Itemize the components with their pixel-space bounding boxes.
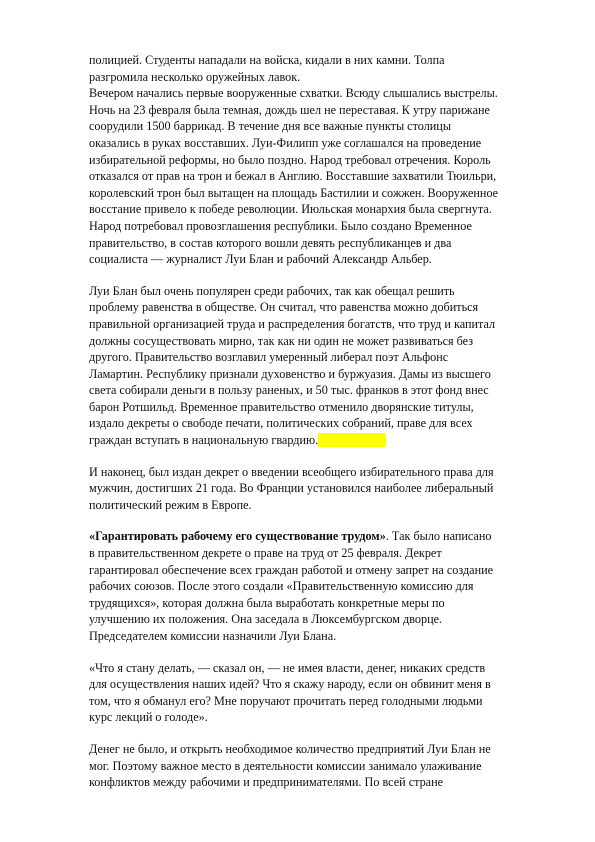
text-line: восстание привело к победе революции. Июльская монархия была свергнута.: [89, 202, 492, 217]
text-line-content: граждан вступать в национальную гвардию.: [89, 433, 319, 448]
paragraph-1: [89, 52, 545, 268]
text-line: конфликтов между рабочими и предпринимателями. По всей стране: [89, 775, 444, 790]
text-line: для осуществления наших идей? Что я скажу народу, если он обвинит меня в: [89, 677, 491, 692]
text-line: света собирали деньги в пользу раненых, и 50 тыс. франков в этот фонд внес: [89, 383, 489, 398]
text-line: соорудили 1500 баррикад. В течение дня все важные пункты столицы: [89, 119, 452, 134]
text-line: мог. Поэтому важное место в деятельности комиссии занимало улаживание: [89, 758, 482, 773]
text-line: И наконец, был издан декрет о введении всеобщего избирательного права для: [89, 464, 494, 479]
paragraph-3: [89, 464, 545, 514]
text-line: «Что я стану делать, — сказал он, — не имея власти, денег, никаких средств: [89, 660, 486, 675]
highlight-mark: [318, 433, 386, 447]
text-line: издало декреты о свободе печати, политических собраний, праве для всех: [89, 416, 473, 431]
text-line: рабочих союзов. После этого создали «Правительственную комиссию для: [89, 579, 474, 594]
text-line: оказались в руках восставших. Луи-Филипп уже соглашался на проведение: [89, 135, 482, 150]
bold-quote: «Гарантировать рабочему его существование трудом»: [89, 529, 386, 544]
text-line: курс лекций о голоде».: [89, 710, 208, 725]
text-line: правительство, в состав которого вошли девять республиканцев и два: [89, 235, 452, 250]
text-line: королевский трон был вытащен на площадь Бастилии и сожжен. Вооруженное: [89, 185, 499, 200]
text-line: [89, 432, 545, 449]
text-line: Председателем комиссии назначили Луи Блана.: [89, 629, 337, 643]
text-line: отказался от прав на трон и бежал в Англию. Восставшие захватили Тюильри,: [89, 169, 497, 184]
paragraph-6: [89, 741, 545, 791]
text-line: должны сосуществовать мирно, так как ни один не может развиваться без: [89, 333, 474, 348]
text-line: полицией. Студенты нападали на войска, кидали в них камни. Толпа: [89, 53, 445, 67]
text-line: трудящихся», которая должна была выработать конкретные меры по: [89, 595, 445, 610]
text-line-content: . Так было написано: [385, 529, 492, 544]
document-body: [89, 52, 545, 806]
text-line: [89, 528, 545, 545]
text-line: Вечером начались первые вооруженные схватки. Всюду слышались выстрелы.: [89, 86, 498, 101]
paragraph-4: [89, 528, 545, 644]
text-line: гарантировал обеспечение всех граждан работой и отмену запрет на создание: [89, 562, 494, 577]
text-line: мужчин, достигших 21 года. Во Франции установился наиболее либеральный: [89, 481, 494, 496]
text-line: политический режим в Европе.: [89, 497, 252, 512]
paragraph-2: [89, 283, 545, 449]
text-line: Луи Блан был очень популярен среди рабочих, так как обещал решить: [89, 283, 455, 298]
text-line: Ламартин. Республику признали духовенство и буржуазия. Дамы из высшего: [89, 366, 491, 381]
text-line: правильной организацией труда и распределения богатств, что труд и капитал: [89, 316, 496, 331]
paragraph-5: [89, 660, 545, 726]
text-line: улучшению их положения. Она заседала в Люксембургском дворце.: [89, 612, 443, 627]
text-line: другого. Правительство возглавил умеренный либерал поэт Альфонс: [89, 350, 449, 365]
text-line: в правительственном декрете о праве на труд от 25 февраля. Декрет: [89, 546, 442, 561]
text-line: проблему равенства в обществе. Он считал, что равенства можно добиться: [89, 300, 479, 315]
text-line: социалиста — журналист Луи Блан и рабочий Александр Альбер.: [89, 252, 432, 267]
text-line: барон Ротшильд. Временное правительство отменило дворянские титулы,: [89, 399, 474, 414]
text-line: том, что я обманул его? Мне поручают прочитать перед голодными людьми: [89, 693, 483, 708]
text-line: Народ потребовал провозглашения республики. Было создано Временное: [89, 218, 472, 233]
text-line: Ночь на 23 февраля была темная, дождь шел не переставая. К утру парижане: [89, 102, 490, 117]
text-line: Денег не было, и открыть необходимое количество предприятий Луи Блан не: [89, 741, 491, 756]
text-line: избирательной реформы, но было поздно. Народ требовал отречения. Король: [89, 152, 491, 167]
text-line: разгромила несколько оружейных лавок.: [89, 69, 301, 84]
